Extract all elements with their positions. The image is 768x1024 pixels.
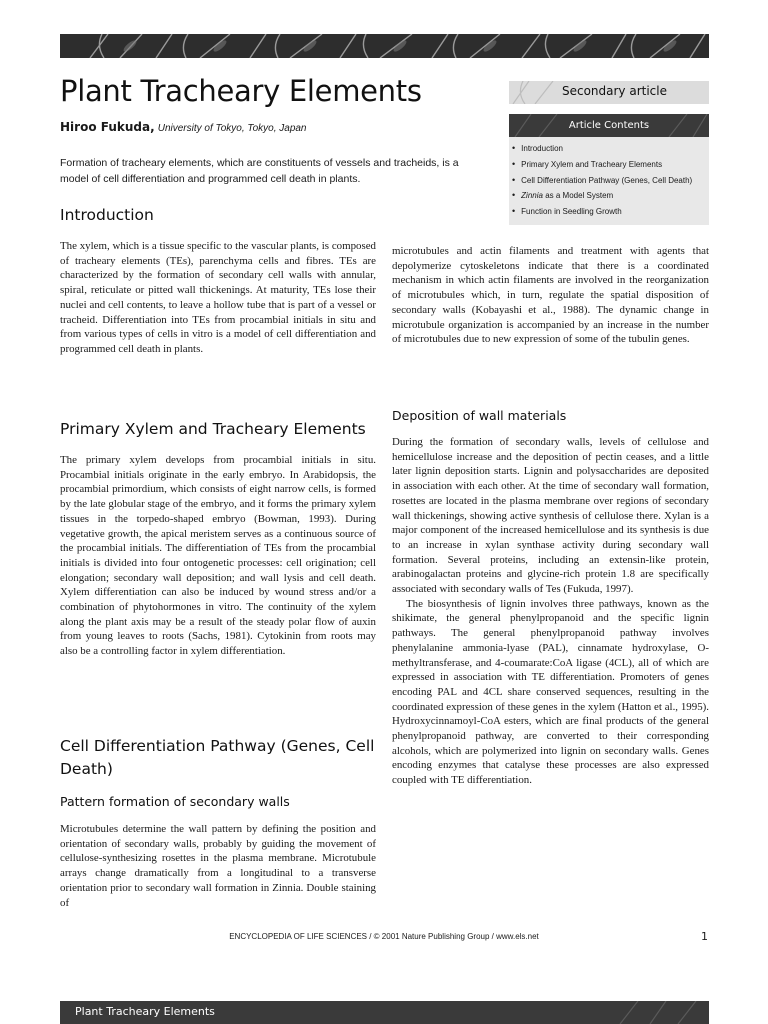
article-type-box xyxy=(509,81,709,104)
introduction-text: The xylem, which is a tissue specific to the vascular plants, is composed of tracheary elements (TEs), parenchyma cells and fibres. TEs are characterized by the formation of secondary cell walls with annular, spiral, reticulate or pitted wall thickenings. At maturity, TEs lose their nuclei and cell contents, to leave a hollow tube that is part of a vessel or tracheid. Differentiation into TEs from procambial initials in situ and from various types of cells in vitro is a model of cell differentiation and programmed cell death in plants. xyxy=(60,240,376,355)
primary-xylem-text: The primary xylem develops from procambial initials in situ. Procambial initials originate in the early embryo. In Arabidopsis, the procambial primordium, which consists of eight narrow cells, is formed by the late globular stage of the embryo, and it forms the primary xylem tissues in the torpedo-shaped embryo (Bowman, 1993). During vegetative growth, the apical meristem serves as a continuous source of the procambial initials. The differentiation of TEs from the procambial initials is divided into four ontogenetic processes: cell origination; cell elongation; secondary wall deposition; and wall lysis and cell death. Xylem differentiation can also be induced by wound stress and/or a combination of phytohormones in vitro. The continuity of the xylem along the plant axis may be a result of the steady polar flow of auxin from young leaves to roots (Sachs, 1981). Cytokinin from roots may also be a controlling factor in xylem differentiation. xyxy=(60,454,376,658)
article-contents-list xyxy=(509,137,709,220)
deposition-heading: Deposition of wall materials xyxy=(392,408,567,423)
article-contents-header xyxy=(509,114,709,137)
pattern-formation-text: Microtubules determine the wall pattern by defining the position and orientation of secondary walls, probably by guiding the movement of cellulose-synthesizing rosettes in the plasma membrane. Microtubule arrays change dramatically from a longitudinal to a transverse orientation prior to secondary wall formation in Zinnia. Double staining of xyxy=(60,823,376,909)
pattern-formation-heading: Pattern formation of secondary walls xyxy=(60,794,290,809)
header-banner xyxy=(60,34,709,58)
introduction-heading: Introduction xyxy=(60,206,154,224)
deposition-text: During the formation of secondary walls, levels of cellulose and hemicellulose increase and the deposition of pectin ceases, and a little later lignin deposition starts. Lignin and polysaccharides are deposited in association with each other. At the time of secondary wall formation, rosettes are located in the plasma membrane over regions of secondary wall thickenings, showing active synthesis of cellulose there. Xylan is a major component of the increased hemicellulose and its synthesis is due to an increase in xylan synthase activity during secondary wall formation. Several proteins, including an extensin-like protein, arabinogalactan proteins and glycine-rich protein 1.8 are specifically associated with secondary walls of Tes (Fukuda, 1997). The biosynthesis of lignin involves three pathways, known as the shikimate, the general phenylpropanoid and the specific lignin pathways. The general phenylpropanoid pathway involves phenylalanine ammonia-lyase (PAL), cinnamate hydroxylase, O-methyltransferase, and 4-coumarate:CoA ligase (4CL), all of which are expressed in association with TE differentiation. Promoters of genes encoding PAL and 4CL share conserved sequences, resulting in the coordinated expression of these genes in the xylem (Hatton et al., 1995). Hydroxycinnamoyl-CoA esters, which are final products of the general phenylpropanoid pathway, are converted to their corresponding alcohols, which are polymerized into lignin on secondary walls. Genes encoding enzymes that catalyse these processes are also expressed coupled with TE differentiation. xyxy=(392,436,709,787)
author-line xyxy=(60,120,307,134)
contents-item[interactable]: • Zinnia as a Model System xyxy=(512,188,709,204)
contents-item[interactable]: • Cell Differentiation Pathway (Genes, Cell Death) xyxy=(512,173,709,189)
footer-source: ENCYCLOPEDIA OF LIFE SCIENCES / © 2001 Nature Publishing Group / www.els.net xyxy=(229,932,539,941)
lignin-paragraph: The biosynthesis of lignin involves three pathways, known as the shikimate, the general phenylpropanoid and the specific lignin pathways. The general phenylpropanoid pathway involves phenylalanine ammonia-lyase (PAL), cinnamate hydroxylase, O-methyltransferase, and 4-coumarate:CoA ligase (4CL), all of which are expressed in association with TE differentiation. Promoters of genes encoding PAL and 4CL share conserved sequences, resulting in the coordinated expression of these genes in the xylem (Hatton et al., 1995). Hydroxycinnamoyl-CoA esters, which are final products of the general phenylpropanoid pathway, are converted to their corresponding alcohols, which are polymerized into lignin on secondary walls. Genes encoding enzymes that catalyse these processes are also expressed coupled with TE differentiation. xyxy=(392,597,709,787)
running-footer xyxy=(60,1001,709,1024)
author-affiliation: University of Tokyo, Tokyo, Japan xyxy=(157,123,307,134)
primary-xylem-heading: Primary Xylem and Tracheary Elements xyxy=(60,420,366,438)
abstract: Formation of tracheary elements, which are constituents of vessels and tracheids, is a model of cell differentiation and programmed cell death in plants. xyxy=(60,157,459,185)
article-contents-title: Article Contents xyxy=(568,120,650,131)
page-number: 1 xyxy=(701,930,708,943)
running-title: Plant Tracheary Elements xyxy=(75,1005,215,1018)
contents-item[interactable]: • Primary Xylem and Tracheary Elements xyxy=(512,157,709,173)
contents-item[interactable]: • Introduction xyxy=(512,141,709,157)
pattern-formation-continued-text: microtubules and actin filaments and treatment with agents that depolymerize cytoskeletons indicate that there is a coordinated mechanism in which actin filaments are involved in the reorganization of microtubules which, in turn, regulate the spatial disposition of secondary walls (Kobayashi et al., 1988). The dynamic change in microtubule organization is accompanied by an increase in the number of microtubules due to new expression of some of the tubulin genes. xyxy=(392,245,709,346)
author-name: Hiroo Fukuda, xyxy=(60,120,155,134)
article-title: Plant Tracheary Elements xyxy=(60,74,422,108)
contents-item[interactable]: • Function in Seedling Growth xyxy=(512,204,709,220)
article-type-label: Secondary article xyxy=(561,84,667,98)
pathway-heading: Cell Differentiation Pathway (Genes, Cell Death) xyxy=(60,737,375,778)
article-contents-box xyxy=(509,114,709,225)
leaf-pattern-icon xyxy=(60,34,709,58)
